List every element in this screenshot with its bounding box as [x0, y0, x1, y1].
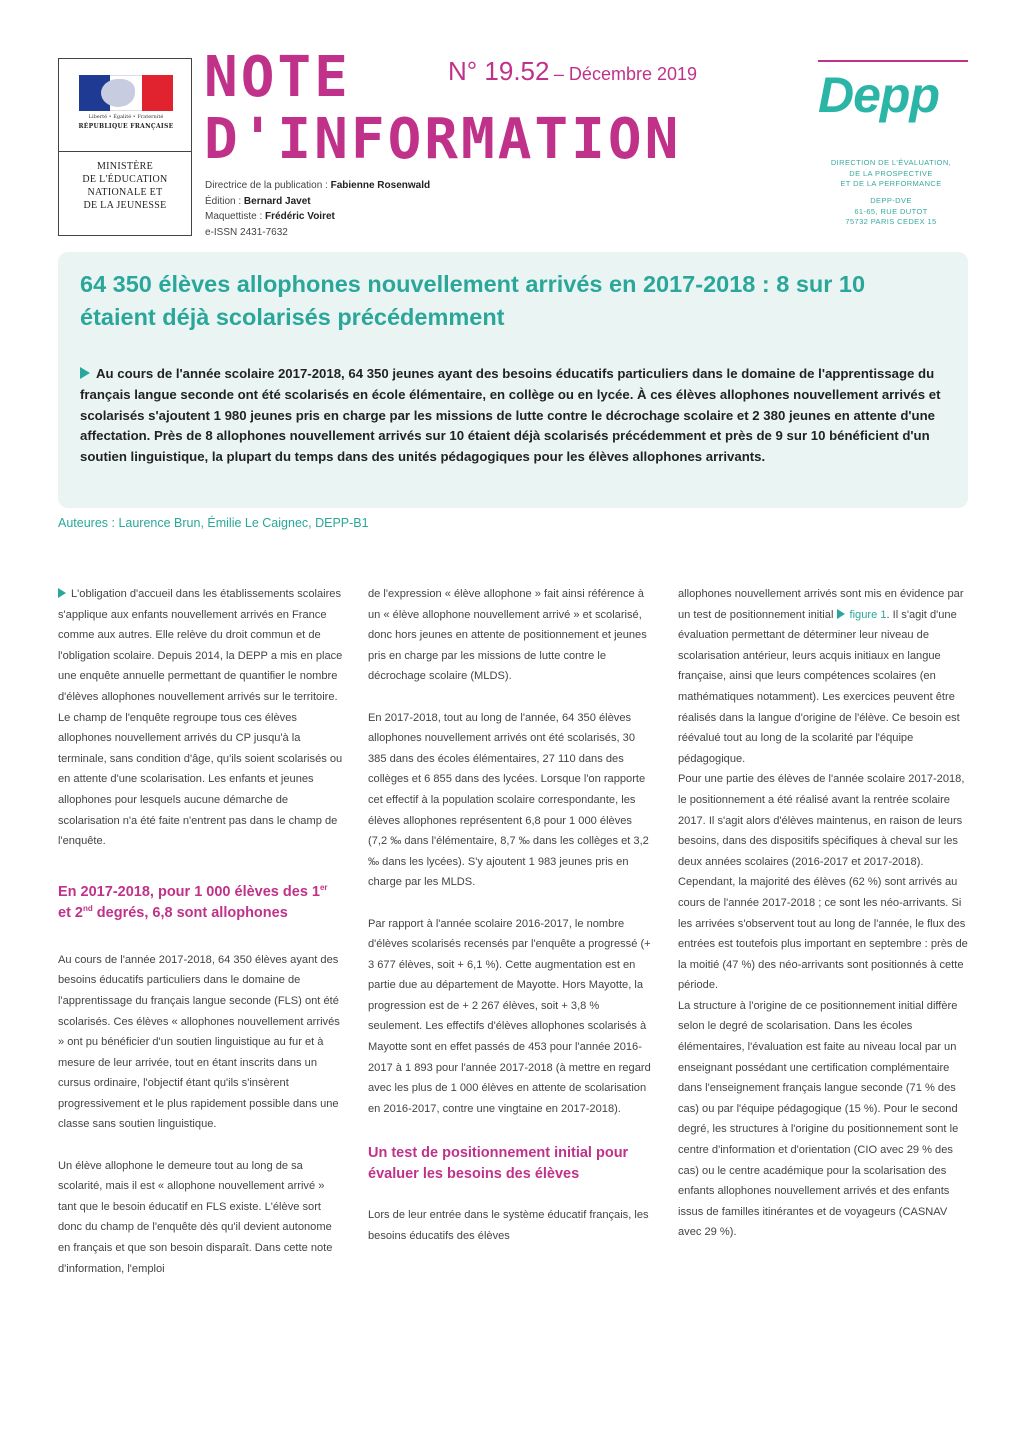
depp-logo: Depp [818, 67, 939, 123]
depp-divider [818, 60, 968, 62]
marianne-flag-icon [79, 75, 173, 111]
paragraph: Au cours de l'année 2017-2018, 64 350 élèves ayant des besoins éducatifs particuliers dans le domaine de l'apprentissage du français langue seconde (FLS) ont été scolarisés. Ces élèves « allophones nouvellement arrivés » ont pu bénéficier d'un soutien linguistique au fur et à mesure de leur arrivée, tout en étant inscrits dans un cursus ordinaire, l'objectif étant qu'ils s'insèrent progressivement et le plus rapidement possible dans une classe sans soutien linguistique. [58, 953, 340, 1131]
paragraph: En 2017-2018, tout au long de l'année, 64 350 élèves allophones nouvellement arrivés ont été scolarisés, 30 385 dans des écoles élémentaires, 27 110 dans des collèges et 6 855 dans des lycées. Lorsque l'on rapporte cet effectif à la population scolaire correspondante, les élèves allophones représentent 6,8 pour 1 000 élèves (7,2 ‰ dans l'élémentaire, 8,7 ‰ dans les collèges et 3,2 ‰ dans les lycées). S'y ajoutent 1 983 jeunes pris en charge par les MLDS. [368, 711, 649, 889]
body-column-1 [58, 584, 344, 1279]
credit-director: Directrice de la publication : Fabienne Rosenwald [205, 180, 431, 191]
paragraph: de l'expression « élève allophone » fait ainsi référence à un « élève allophone nouvellement arrivé » et scolarisé, donc hors jeunes en attente de positionnement et jeunes pris en charge par les missions de lutte contre le décrochage scolaire (MLDS). [368, 588, 647, 683]
ministry-logo-block [58, 58, 192, 236]
publication-credits [205, 178, 430, 240]
authors-line: Auteures : Laurence Brun, Émilie Le Caignec, DEPP-B1 [58, 516, 369, 530]
figure-reference-link[interactable]: figure 1 [849, 608, 887, 621]
republic-name: RÉPUBLIQUE FRANÇAISE [78, 123, 174, 130]
paragraph: Par rapport à l'année scolaire 2016-2017, le nombre d'élèves scolarisés recensés par l'enquête a progressé (+ 3 677 élèves, soit + 6,1 %). Cette augmentation est en partie due au département de Mayotte. Hors Mayotte, la progression est de + 2 267 élèves, soit + 3,8 % seulement. Les effectifs d'élèves allophones scolarisés à Mayotte sont en effet passés de 453 pour l'année 2016-2017 à 1 893 pour l'année 2017-2018 (à mettre en regard avec les plus de 1 000 élèves en attente de scolarisation en 2016-2017, contre une vingtaine en 2017-2018). [368, 917, 651, 1115]
credit-edition: Édition : Bernard Javet [205, 195, 311, 207]
arrow-right-icon [837, 609, 845, 619]
publication-title-line2: D'INFORMATION [204, 107, 682, 172]
paragraph: La structure à l'origine de ce positionnement initial diffère selon le degré de scolarisation. Dans les écoles élémentaires, l'évaluation est faite au niveau local par un enseignant possédant une certification complémentaire dans l'enseignement français langue seconde (71 % des cas) ou par l'équipe pédagogique (15 %). Pour le second degré, les structures à l'origine du positionnement sont le centre d'information et d'orientation (CIO avec 29 % des cas) ou le centre académique pour la scolarisation des enfants allophones nouvellement arrivés et des enfants issus de familles itinérantes et de voyageurs (CASNAV avec 29 %). [678, 999, 959, 1239]
publication-title-line1: NOTE [204, 45, 351, 110]
republic-logo [59, 59, 191, 152]
ministry-name: MINISTÈRE DE L'ÉDUCATION NATIONALE ET DE LA JEUNESSE [82, 161, 168, 211]
article-headline: 64 350 élèves allophones nouvellement arrivés en 2017-2018 : 8 sur 10 étaient déjà scolarisés précédemment [80, 271, 866, 330]
body-column-2 [368, 584, 654, 1247]
section-heading: Un test de positionnement initial pour évaluer les besoins des élèves [368, 1145, 629, 1183]
republic-motto: Liberté • Égalité • Fraternité [88, 114, 164, 120]
paragraph: allophones nouvellement arrivés sont mis en évidence par un test de positionnement initial figure 1. Il s'agit d'une évaluation permettant de déterminer leur niveau de scolarisation antérieur, leurs acquis initiaux en langue française, ainsi que leurs compétences scolaires (en mathématiques notamment). Les exercices peuvent être réalisés dans la langue d'origine de l'élève. Ce besoin est réévalué tout au long de la scolarité par l'équipe pédagogique. [678, 588, 964, 765]
summary-text: Au cours de l'année scolaire 2017-2018, 64 350 jeunes ayant des besoins éducatifs particuliers dans le domaine de l'apprentissage du français langue seconde ont été scolarisés en école élémentaire, en collège ou en lycée. À ces élèves allophones nouvellement arrivés et scolarisés s'ajoutent 1 980 jeunes pris en charge par les missions de lutte contre le décrochage scolaire et 2 380 jeunes en attente d'une affectation. Près de 8 allophones nouvellement arrivés sur 10 étaient déjà scolarisés précédemment et près de 9 sur 10 bénéficient d'un soutien linguistique, la plupart du temps dans des unités pédagogiques pour les élèves allophones arrivants. [80, 366, 941, 465]
section-heading: En 2017-2018, pour 1 000 élèves des 1er et 2nd degrés, 6,8 sont allophones [58, 882, 328, 921]
issue-date: – Décembre 2019 [553, 64, 698, 84]
credit-issn: e-ISSN 2431-7632 [205, 226, 288, 238]
paragraph: Lors de leur entrée dans le système éducatif français, les besoins éducatifs des élèves [368, 1209, 649, 1243]
issue-info [448, 56, 697, 87]
body-column-3 [678, 584, 968, 1243]
paragraph: Un élève allophone le demeure tout au long de sa scolarité, mais il est « allophone nouvellement arrivé » tant que le besoin éducatif en FLS existe. L'élève sort donc du champ de l'enquête dès qu'il devient autonome en français et que son besoin disparaît. Dans cette note d'information, l'emploi [58, 1159, 333, 1275]
arrow-right-icon [80, 367, 90, 379]
issue-number: N° 19.52 [448, 56, 550, 86]
depp-address: DEPP-DVE 61-65, RUE DUTOT 75732 PARIS CEDEX 15 [845, 196, 937, 226]
arrow-right-icon [58, 588, 66, 598]
paragraph: L'obligation d'accueil dans les établissements scolaires s'applique aux enfants nouvellement arrivés en France comme aux autres. Elle relève du droit commun et de l'obligation scolaire. Depuis 2014, la DEPP a mis en place une enquête annuelle permettant de quantifier le nombre d'élèves allophones nouvellement arrivés sur le territoire. Le champ de l'enquête regroupe tous ces élèves allophones nouvellement arrivés du CP jusqu'à la terminale, sans condition d'âge, qu'ils soient scolarisés ou en attente d'une scolarisation. Les enfants et jeunes allophones pour lesquels aucune démarche de scolarisation n'a été faite n'entrent pas dans le champ de l'enquête. [58, 588, 343, 848]
paragraph: Pour une partie des élèves de l'année scolaire 2017-2018, le positionnement a été réalisé avant la rentrée scolaire 2017. Il s'agit alors d'élèves maintenus, en raison de leurs besoins, dans des dispositifs spécifiques à cheval sur les deux années scolaires (2016-2017 et 2017-2018). Cependant, la majorité des élèves (62 %) sont arrivés au cours de l'année 2017-2018 ; ce sont les néo-arrivants. Si les arrivées s'observent tout au long de l'année, le flux des entrées est toutefois plus important en septembre : près de la moitié (47 %) des néo-arrivants sont positionnés à cette période. [678, 773, 968, 992]
credit-layout: Maquettiste : Frédéric Voiret [205, 211, 335, 222]
depp-direction: DIRECTION DE L'ÉVALUATION, DE LA PROSPECTIVE ET DE LA PERFORMANCE [830, 158, 952, 188]
